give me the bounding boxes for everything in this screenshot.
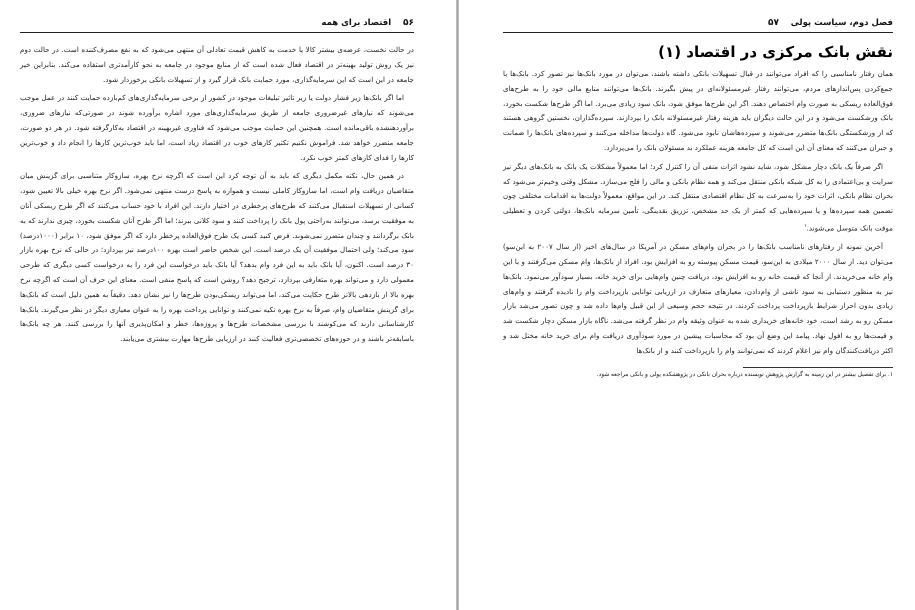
left-paragraph-3: در همین حال، نکته مکمل دیگری که باید به آن توجه کرد این است که اگرچه نرخ بهره، سازوکار متناسبی برای گزینش میان متقاضیان دریافت وام است، اما سازوکار کاملی نیست و همواره به پاسخ درست منتهی نمی‌شود. اگر نرخ بهره خیلی بالا تعیین شود، کسانی از تسهیلات استقبال می‌کنند که طرح‌های پرخطری در اختیار دارند. این افراد با خود حساب می‌کنند که اگر طرح ریسکی آنان به موفقیت برسد، می‌توانند به‌راحتی پول بانک را پرداخت کنند و سود کلانی ببرند؛ اما اگر طرح آنان شکست بخورد، چیزی ندارند که به بانک برگردانند و چندان متضرر نمی‌شوند. فرض کنید کسی یک طرح فوق‌العاده پرخطر دارد که اگر موفق شود، ۱۰ برابر (۱۰۰۰درصد) سود می‌کند؛ ولی احتمال موفقیت آن یک درصد است. این شخص حاضر است بهره ۱۰۰درصد نیز بپردازد؛ در حالی که نرخ بهره بازار ۳۰ درصد است. اکنون، آیا بانک باید به این فرد وام بدهد؟ آیا بانک باید درخواست این فرد را به درخواست کسی دیگری که طرحی معمولی دارد و می‌تواند بهره متعارفی بپردازد، ترجیح دهد؟ روشن است که پاسخ منفی است. معنای این حرف آن است که اگرچه نرخ بهره بالا از بازدهی بالاتر طرح حکایت می‌کند، اما می‌تواند ریسکی‌بودن طرح‌ها را نیز نشان دهد. دقیقاً به همین دلیل است که بانک‌ها برای گزینش متقاضیان وام، صرفاً به نرخ بهره تکیه نمی‌کنند و توانایی پرداخت بهره را به عنوان معیاری دیگر در نظر می‌گیرند. بانک‌ها کارشناسانی دارند که می‌کوشند با بررسی مشخصات طرح‌ها و پروژه‌ها، خطر و امکان‌پذیری آنها را بررسی کنند. هر چه بانک‌ها باسابقه‌تر باشند و در حوزه‌های تخصصی‌تری فعالیت کنند در ارزیابی طرح‌ها مهارت بیشتری می‌یابند. bbox=[20, 171, 414, 344]
right-body-text bbox=[503, 67, 893, 359]
left-page bbox=[0, 0, 456, 610]
left-header-title: اقتصاد برای همه bbox=[321, 18, 392, 28]
right-paragraph-2-text: اگر صرفاً یک بانک دچار مشکل شود، شاید نشود اثرات منفی آن را کنترل کرد؛ اما معمولاً مشکلات یک بانک به بانک‌های دیگر نیز سرایت و بی‌اعتمادی را به کل شبکه بانکی منتقل می‌کند و همه نظام بانکی و مالی را فلج می‌سازد. مشکل وقتی وخیم‌تر می‌شود که بحران نظام بانکی، اثرات خود را به‌سرعت به کل نظام اقتصادی منتقل کند. در این مواقع، معمولاً دولت‌ها به اقدامات مختلفی چون تضمین همه سپرده‌ها و یا سپرده‌هایی که کمتر از یک حد مشخص، تزریق نقدینگی، تأمین سرمایه بانک‌ها، دولتی کردن و تعطیلی موقت بانک متوسل می‌شوند. bbox=[503, 161, 893, 233]
right-paragraph-2 bbox=[503, 160, 893, 236]
footnote-divider bbox=[743, 367, 893, 368]
right-page-number: ۵۷ bbox=[767, 18, 779, 28]
footnote: ۱. برای تفصیل بیشتر در این زمینه به گزارش پژوهش نویسنده درباره بحران بانکی در پژوهشکده پولی و بانکی مراجعه شود. bbox=[596, 371, 893, 378]
left-page-number: ۵۶ bbox=[403, 18, 414, 28]
right-page bbox=[459, 0, 915, 610]
left-paragraph-1: در حالت نخست، عرضه‌ی بیشتر کالا یا خدمت به کاهش قیمت تعادلی آن منتهی می‌شود که به نفع مصرف‌کننده است. در حالت دوم نیز یک روش تولید بهینه‌تر در اقتصاد فعال شده است که از منابع موجود در جامعه به نحو کارآمدتری استفاده می‌کند. بنابراین خیر جامعه در این است که این سرمایه‌گذاری، مورد حمایت بانک قرار گیرد و از تسهیلات بانکی برخوردار شود. bbox=[20, 45, 414, 84]
left-page-number-and-title bbox=[321, 18, 414, 28]
left-paragraph-2: اما اگر بانک‌ها زیر فشار دولت یا زیر تاثیر تبلیغات موجود در کشور از برخی سرمایه‌گذاری‌های کم‌بازده حمایت کنند در عمل موجب می‌شوند که نیازهای غیرضروری جامعه از طریق سرمایه‌گذاری‌های مورد اشاره برآورده شوند در صورتی‌که نیازهای ضروری، برآوردهنشده باقی‌مانده است. همچنین این حمایت موجب می‌شود که فناوری غیربهینه در اقتصاد به‌کارگرفته شود. در هر دو صورت، جامعه متضرر خواهد شد. فراموش نکنیم تکثیر کارهای خوب در اقتصاد زیاد است، اما باید خوب‌ترین کارها را انجام داد و خوب‌ترین کارها را فدای کارهای کمتر خوب نکرد. bbox=[20, 93, 414, 162]
footnote-marker: ۱ bbox=[803, 222, 807, 229]
left-body-text bbox=[20, 43, 414, 347]
right-page-title-and-number bbox=[768, 18, 893, 28]
section-title: نقش بانک مرکزی در اقتصاد (۱) bbox=[658, 43, 893, 61]
right-running-head bbox=[503, 18, 893, 33]
right-header-title: فصل دوم، سیاست پولی bbox=[790, 18, 893, 28]
left-running-head bbox=[20, 18, 414, 33]
right-paragraph-1: همان رفتار نامناسبی را که افراد می‌توانند در قبال تسهیلات بانکی داشته باشند، می‌توان در مورد بانک‌ها نیز تصور کرد. بانک‌ها با جمع‌کردن پس‌اندازهای مردم، می‌توانند رفتار غیرمسئولانه‌ای در پیش بگیرند. بانک‌ها می‌توانند منابع مالی خود را به طرح‌های فوق‌العاده ریسکی به صورت وام اختصاص دهند. اگر این طرح‌ها موفق شود، بانک سود زیادی می‌برد. اما اگر طرح‌ها شکست بخورد، بانک ورشکست می‌شود و در این حالت دیگران باید هزینه رفتار غیرمسئولانه بانک را بپردازند. سپرده‌گذاران، نخستین گروهی هستند که از ورشکستگی بانک‌ها متضرر می‌شوند و سپرده‌هاشان نابود می‌شود. گاه دولت‌ها مداخله می‌کنند و سپرده‌های بانک‌ها را ضمانت و جبران می‌کنند که معنای آن این است که کل جامعه هزینه عملکرد بد مسئولان بانک را می‌پردازد. bbox=[503, 69, 893, 152]
right-paragraph-3: آخرین نمونه از رفتارهای نامناسب بانک‌ها را در بحران وام‌های مسکن در آمریکا در سال‌های اخیر (از سال ۲۰۰۷ به این‌سو) می‌توان دید. از سال ۲۰۰۰ میلادی به این‌سو، قیمت مسکن پیوسته رو به افزایش بود. افراد از بانک‌ها، وام مسکن می‌گرفتند و با این وام خانه می‌خریدند. از آنجا که قیمت خانه رو به افزایش بود، دریافت چنین وام‌هایی برای خرید خانه، بسیار سودآور می‌نمود. بانک‌ها نیز به منظور دستیابی به سود ناشی از وام‌دادن، معیارهای متعارف در ارزیابی توانایی بازپرداخت وام را نادیده گرفتند و وام‌های زیادی بدون احراز شرایط بازپرداخت پرداخت کردند. در نتیجه حجم وسیعی از این قبیل وام‌ها داده شد و چون تصور می‌شد بازار مسکن رو به رشد است، خود خانه‌های خریداری شده به عنوان وثیقه وام در نظر گرفته می‌شد. ناگاه بازار مسکن دچار شکست شد و قیمت‌ها رو به افول نهاد. پیامد این وضع آن بود که محاسبات پیشین در مورد سودآوری دریافت وام برای خرید خانه مختل شد و اکثر دریافت‌کنندگان وام نیز اعلام کردند که نمی‌توانند وام را بازپرداخت کنند و از بانک‌ها bbox=[503, 242, 893, 355]
